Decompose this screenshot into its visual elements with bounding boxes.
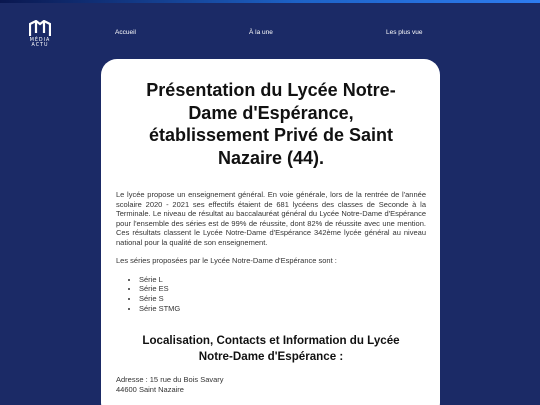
nav-link-most-viewed[interactable]: Les plus vue (386, 29, 423, 36)
list-item: • Série ES (139, 284, 426, 294)
series-list (116, 275, 426, 314)
logo-mark-icon (29, 20, 51, 36)
article-title: Présentation du Lycée Notre-Dame d'Espérance, établissement Privé de Saint Nazaire (44). (146, 80, 396, 168)
address (116, 375, 426, 394)
nav-link-home[interactable]: Accueil (115, 29, 136, 36)
address-line-2: 44600 Saint Nazaire (116, 384, 184, 394)
article-card (101, 59, 440, 405)
list-item: • Série S (139, 294, 426, 304)
article-intro: Le lycée propose un enseignement général. En voie générale, lors de la rentrée de l'année scolaire 2020 - 2021 ses effectifs étaient de 681 lycéens des classes de Seconde à la Terminale. Le niveau de résultat au baccalauréat général du Lycée Notre-Dame d'Espérance pour l'ensemble des séries est de 99% de réussite, dont 82% de réussite avec une mention. Ces résultats classent le Lycée Notre-Dame d'Espérance 342ème lycée général au niveau national pour la qualité de son enseignement. (116, 190, 426, 247)
site-logo[interactable] (22, 20, 58, 46)
logo-text: MÉDIA ACTU (29, 38, 51, 48)
contact-heading: Localisation, Contacts et Information du Lycée Notre-Dame d'Espérance : (142, 334, 400, 363)
series-intro: Les séries proposées par le Lycée Notre-Dame d'Espérance sont : (116, 256, 337, 265)
address-line-1: Adresse : 15 rue du Bois Savary (116, 375, 224, 385)
list-item: • Série STMG (139, 304, 426, 314)
nav-link-featured[interactable]: À la une (249, 29, 273, 36)
list-item: • Série L (139, 275, 426, 285)
top-accent-bar (0, 0, 540, 3)
